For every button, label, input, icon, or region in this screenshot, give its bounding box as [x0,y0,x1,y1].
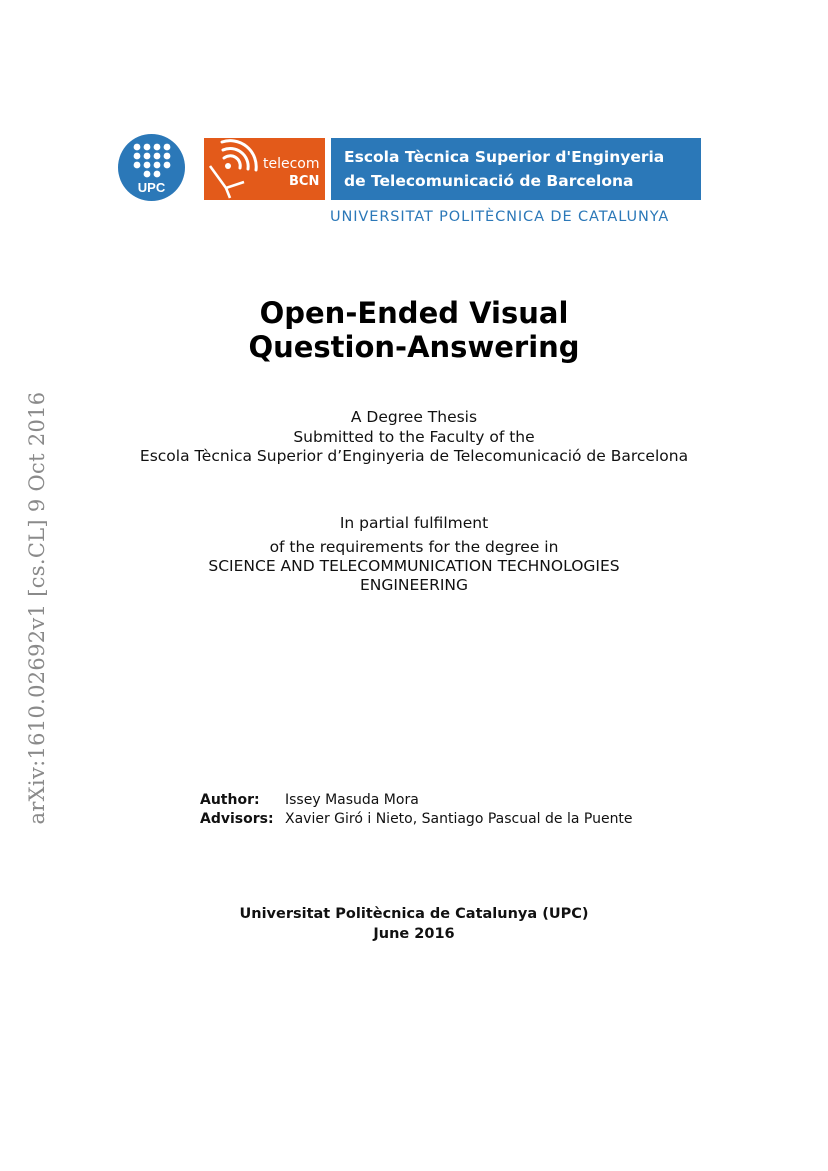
university-banner: UNIVERSITAT POLITÈCNICA DE CATALUNYA [330,209,670,225]
degree-name-line-1: SCIENCE AND TELECOMMUNICATION TECHNOLOGIES [208,557,620,575]
author-name: Issey Masuda Mora [285,792,419,808]
faculty-name: Escola Tècnica Superior d’Enginyeria de Telecomunicació de Barcelona [139,447,689,465]
submitted-to: Submitted to the Faculty of the [293,428,535,446]
title-line-1: Open-Ended Visual [259,296,569,330]
upc-logo-text: UPC [137,180,166,195]
author-row [200,791,633,810]
degree-type: A Degree Thesis [350,408,478,426]
telecom-text: telecom [263,156,320,172]
school-name-line-1: Escola Tècnica Superior d'Enginyeria [344,148,665,166]
advisors-row [200,810,633,829]
arxiv-identifier: arXiv:1610.02692v1 [cs.CL] 9 Oct 2016 [25,391,49,825]
upc-logo [118,134,185,201]
title-line-2: Question-Answering [248,330,580,364]
author-label: Author: [200,792,260,808]
degree-name-line-2: ENGINEERING [359,576,469,594]
submission-date: June 2016 [373,926,455,942]
fulfilment-line-1: In partial fulfilment [339,514,489,532]
fulfilment-line-2: of the requirements for the degree in [269,538,559,556]
advisors-label: Advisors: [200,811,274,827]
telecom-bcn-logo [204,138,325,200]
degree-requirements [0,514,828,595]
author-block [200,791,633,829]
advisors-names: Xavier Giró i Nieto, Santiago Pascual de la Puente [285,811,633,827]
submission-statement [0,406,828,466]
bcn-text: BCN [289,174,320,189]
school-name-line-2: de Telecomunicació de Barcelona [344,172,634,190]
school-name-logo [331,138,701,200]
institution-footer [0,904,828,944]
upc-logo-icon [118,134,185,201]
thesis-title [0,296,828,364]
institution-name: Universitat Politècnica de Catalunya (UPC) [239,906,589,922]
